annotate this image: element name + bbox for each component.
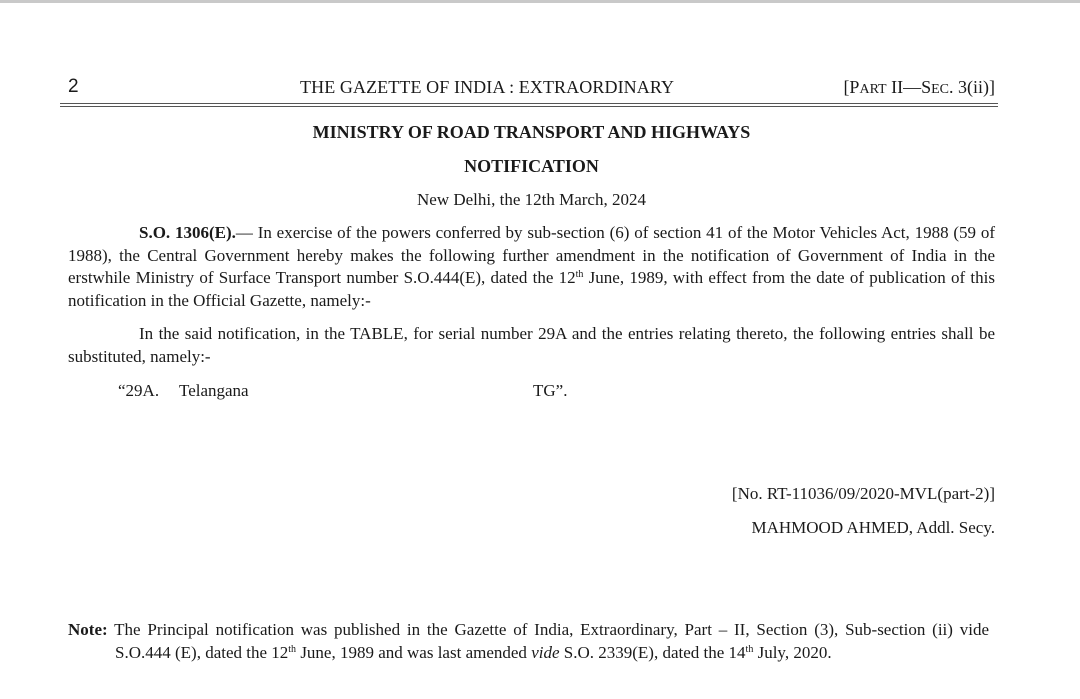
gazette-title: THE GAZETTE OF INDIA : EXTRAORDINARY: [300, 77, 675, 97]
page-number: 2: [68, 76, 79, 97]
header-divider: [60, 103, 998, 107]
so-number: S.O. 1306(E).: [139, 223, 236, 242]
page-header: [68, 75, 995, 99]
place-date: New Delhi, the 12th March, 2024: [417, 190, 646, 209]
part-section-label: [PART II—SEC. 3(ii)]: [843, 77, 995, 97]
ministry-heading: MINISTRY OF ROAD TRANSPORT AND HIGHWAYS: [312, 122, 751, 142]
amendment-paragraph: In the said notification, in the TABLE, for serial number 29A and the entries relating thereto, the following entries shall be substituted, namely:-: [68, 324, 995, 366]
notification-paragraph: S.O. 1306(E).— In exercise of the powers conferred by sub-section (6) of section 41 of the Motor Vehicles Act, 1988 (59 of 1988), the Central Government hereby makes the following further amendment in the notification of Government of India in the erstwhile Ministry of Surface Transport number S.O.444(E), dated the 12th June, 1989, with effect from the date of publication of this notification in the Official Gazette, namely:-: [68, 223, 996, 310]
notification-heading: NOTIFICATION: [464, 156, 599, 176]
note-label: Note:: [68, 620, 108, 639]
entry-serial: “29A.: [118, 381, 160, 400]
entry-code: TG”.: [533, 381, 568, 400]
note-paragraph: Note: The Principal notification was published in the Gazette of India, Extraordinary, Part – II, Section (3), Sub-section (ii) vide S.O.444 (E), dated the 12th June, 1989 and was last amended vide S.O. 2339(E), dated the 14th July, 2020.: [68, 620, 989, 662]
table-entry: [68, 379, 995, 403]
entry-state: Telangana: [179, 381, 249, 400]
reference-number: [No. RT-11036/09/2020-MVL(part-2)]: [731, 484, 995, 503]
signatory: MAHMOOD AHMED, Addl. Secy.: [751, 518, 995, 537]
top-border: [0, 0, 1080, 3]
